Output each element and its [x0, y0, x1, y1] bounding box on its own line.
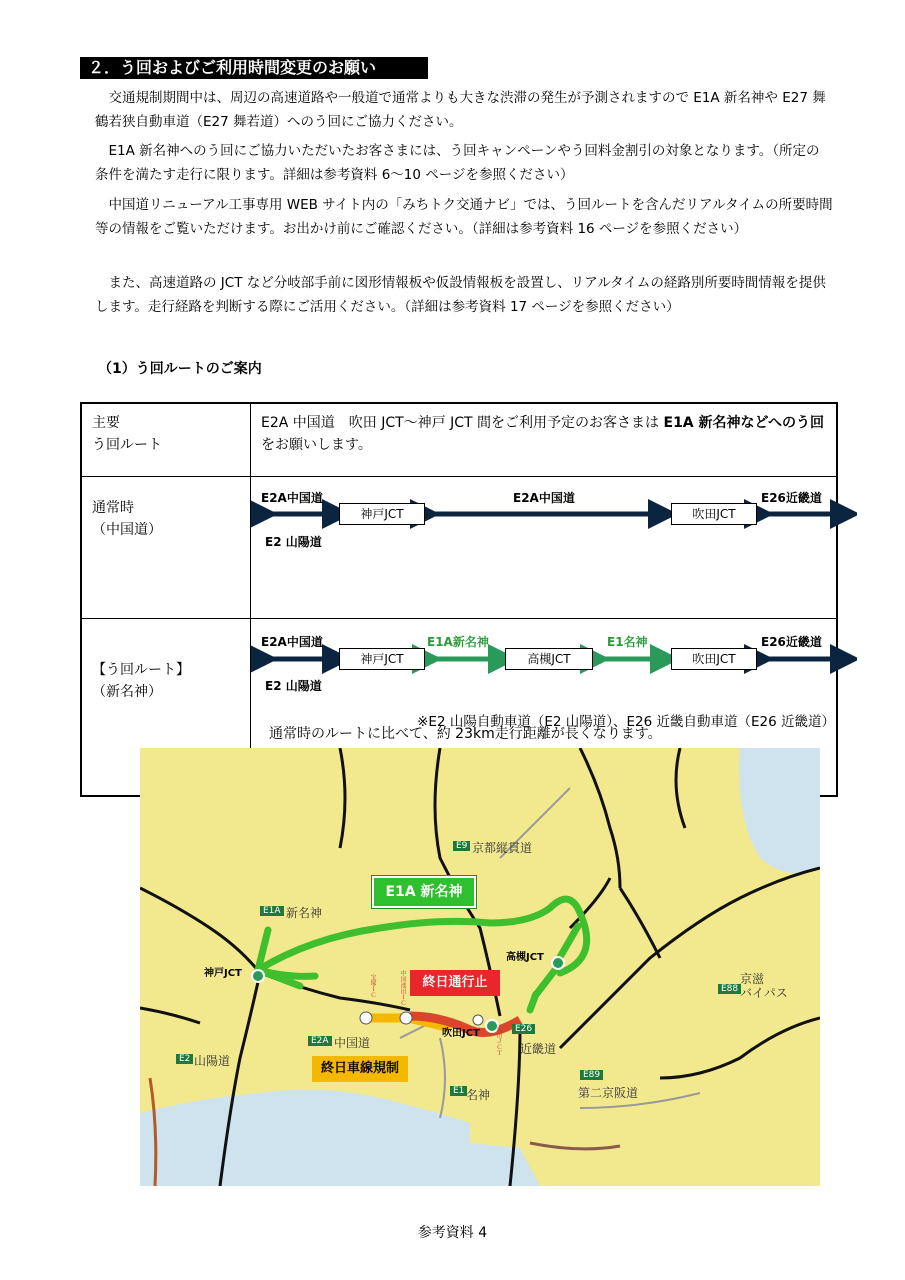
- suita-jct-map-label: 吹田JCT: [442, 1028, 480, 1039]
- chugoku-map-label: 中国道: [334, 1036, 371, 1050]
- row2-mid-label: E2A中国道: [513, 491, 575, 505]
- sanyo-map-label: 山陽道: [194, 1054, 231, 1068]
- row2-kobe-jct-box: 神戸JCT: [339, 503, 425, 525]
- row1-text: [251, 403, 838, 477]
- paragraph-1: 交通規制期間中は、周辺の高速道路や一般道で通常よりも大きな渋滞の発生が予測されますので E1A 新名神や E27 舞鶴若狭自動車道（E27 舞若道）へのう回にご協力ください。: [95, 90, 826, 130]
- route-table: [80, 402, 838, 797]
- takatsuki-jct-map-label: 高槻JCT: [506, 952, 544, 963]
- road-footnote: ※E2 山陽自動車道（E2 山陽道）、E26 近畿自動車道（E26 近畿道）: [417, 714, 835, 730]
- closure-label: 終日通行止: [410, 970, 500, 996]
- row3-right-label: E26近畿道: [761, 635, 822, 649]
- section-heading: ２．う回およびご利用時間変更のお願い: [80, 57, 428, 79]
- e1-badge: E1: [450, 1086, 467, 1096]
- daini-keihan-map-label: 第二京阪道: [578, 1086, 639, 1100]
- row2-left-top: E2A中国道: [261, 491, 323, 505]
- paragraph-2: E1A 新名神へのう回にご協力いただいたお客さまには、う回キャンペーンやう回料金割引の対象となります。（所定の条件を満たす走行に限ります。詳細は参考資料 6～10 ページを参照ください）: [95, 143, 820, 183]
- row1-label: 主要 う回ルート: [81, 403, 251, 477]
- row2-left-bottom: E2 山陽道: [265, 535, 322, 549]
- row3-suita-jct-box: 吹田JCT: [671, 648, 757, 670]
- kinki-map-label: 近畿道: [520, 1042, 557, 1056]
- e89-badge: E89: [580, 1070, 603, 1080]
- e1a-badge: E1A: [260, 906, 284, 916]
- shinmeishin-map-label: 新名神: [286, 906, 323, 920]
- row3-kobe-jct-box: 神戸JCT: [339, 648, 425, 670]
- row2-right-label: E26近畿道: [761, 491, 822, 505]
- takarazuka-ic-label: 宝塚ＩＣ: [369, 974, 376, 998]
- kobe-jct-map-label: 神戸JCT: [204, 968, 242, 979]
- paragraph-3: 中国道リニューアル工事専用 WEB サイト内の「みちトク交通ナビ」では、う回ルートを含んだリアルタイムの所要時間等の情報をご覧いただけます。お出かけ前にご確認ください。（詳細は参考資料 16 ページを参照ください）: [95, 197, 833, 237]
- e2a-badge: E2A: [308, 1036, 332, 1046]
- row1-text-post: をお願いします。: [261, 437, 372, 453]
- meishin-map-label: 名神: [466, 1088, 491, 1102]
- keiji-bypass-map-label: 京滋 バイパス: [740, 972, 788, 1000]
- row3-label: 【う回ルート】 （新名神）: [81, 619, 251, 797]
- route-subheading: （1）う回ルートのご案内: [98, 361, 262, 377]
- row2-diagram: [251, 477, 838, 619]
- page-footer: 参考資料 4: [417, 1225, 488, 1241]
- lane-restriction-label: 終日車線規制: [312, 1056, 408, 1082]
- row3-shinmeishin-label: E1A新名神: [427, 635, 489, 649]
- row3-meishin-label: E1名神: [607, 635, 648, 649]
- row1-text-bold: E1A 新名神などへのう回: [663, 415, 824, 431]
- e9-badge: E9: [453, 841, 470, 851]
- row3-left-bottom: E2 山陽道: [265, 679, 322, 693]
- suita-jct-vertical-label: 吹田ＪＣＴ: [495, 1026, 502, 1056]
- paragraph-4: また、高速道路の JCT など分岐部手前に図形情報板や仮設情報板を設置し、リアルタイムの経路別所要時間情報を提供します。走行経路を判断する際にご活用ください。（詳細は参考資料 17 ページを参照ください）: [95, 275, 826, 315]
- map-graphic: [140, 748, 820, 1186]
- e1a-route-label: E1A 新名神: [372, 876, 476, 908]
- e88-badge: E88: [718, 984, 741, 994]
- ikeda-ic-label: 中国池田ＩＣ: [399, 970, 406, 1006]
- e9-label: 京都縦貫道: [472, 841, 533, 855]
- row1-text-pre: E2A 中国道 吹田 JCT～神戸 JCT 間をご利用予定のお客さまは: [261, 415, 664, 431]
- row3-distance-note: 通常時のルートに比べて、約 23km走行距離が長くなります。: [269, 726, 662, 742]
- row3-takatsuki-jct-box: 高槻JCT: [505, 648, 593, 670]
- row2-suita-jct-box: 吹田JCT: [671, 503, 757, 525]
- e26-badge: E26: [512, 1024, 535, 1034]
- row3-left-top: E2A中国道: [261, 635, 323, 649]
- row2-label: 通常時 （中国道）: [81, 477, 251, 619]
- detour-map: [140, 748, 820, 1186]
- e2-badge: E2: [176, 1054, 193, 1064]
